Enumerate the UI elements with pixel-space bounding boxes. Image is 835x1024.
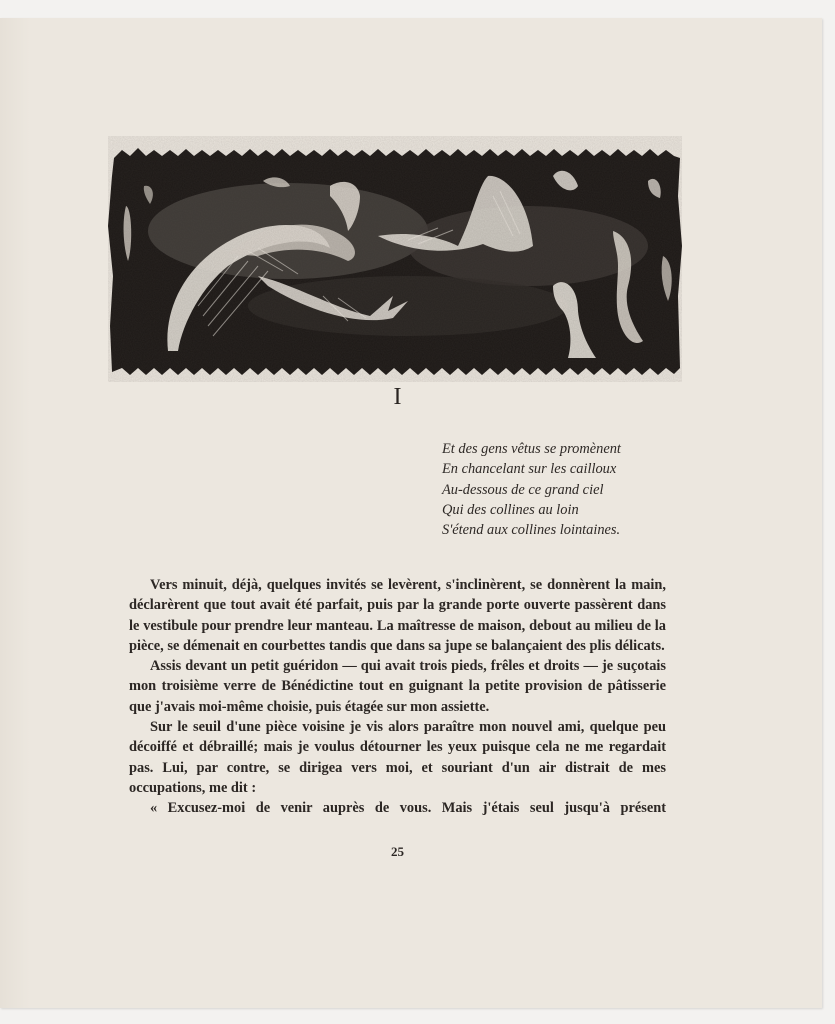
lithograph-illustration xyxy=(108,136,682,382)
paragraph: Sur le seuil d'une pièce voisine je vis alors paraître mon nouvel ami, quelque peu décoiffé et débraillé; mais je voulus détourner les yeux puisque cela ne me regardait pas. Lui, par contre, se dirigea vers moi, et souriant d'un air distrait de mes occupations, me dit : xyxy=(129,719,666,796)
verse-line: Au-dessous de ce grand ciel xyxy=(442,481,604,498)
verse-line: Et des gens vêtus se promènent xyxy=(442,441,621,457)
verse-line: S'étend aux collines lointaines. xyxy=(442,522,621,539)
paragraph: « Excusez-moi de venir auprès de vous. Mais j'étais seul jusqu'à présent xyxy=(150,800,666,817)
verse-line: En chancelant sur les cailloux xyxy=(442,461,617,478)
chapter-numeral: I xyxy=(393,384,402,410)
body-text xyxy=(129,575,666,819)
paragraph: Vers minuit, déjà, quelques invités se levèrent, s'inclinèrent, se donnèrent la main, déclarèrent que tout avait été parfait, puis par la grande porte ouverte passèrent dans le vestibule pour prendre leur manteau. La maîtresse de maison, debout au milieu de la pièce, se démenait en courbettes tandis que dans sa jupe se balançaient des plis délicats. xyxy=(129,577,666,654)
verse-line: Qui des collines au loin xyxy=(442,501,579,518)
epigraph-verse xyxy=(442,439,621,540)
book-page xyxy=(0,18,822,1008)
page-number: 25 xyxy=(391,844,404,859)
grain-texture xyxy=(108,136,682,382)
paragraph: Assis devant un petit guéridon — qui avait trois pieds, frêles et droits — je suçotais mon troisième verre de Bénédictine tout en guignant la petite provision de pâtisserie que j'avais moi-même choisie, puis étagée sur mon assiette. xyxy=(129,658,666,715)
